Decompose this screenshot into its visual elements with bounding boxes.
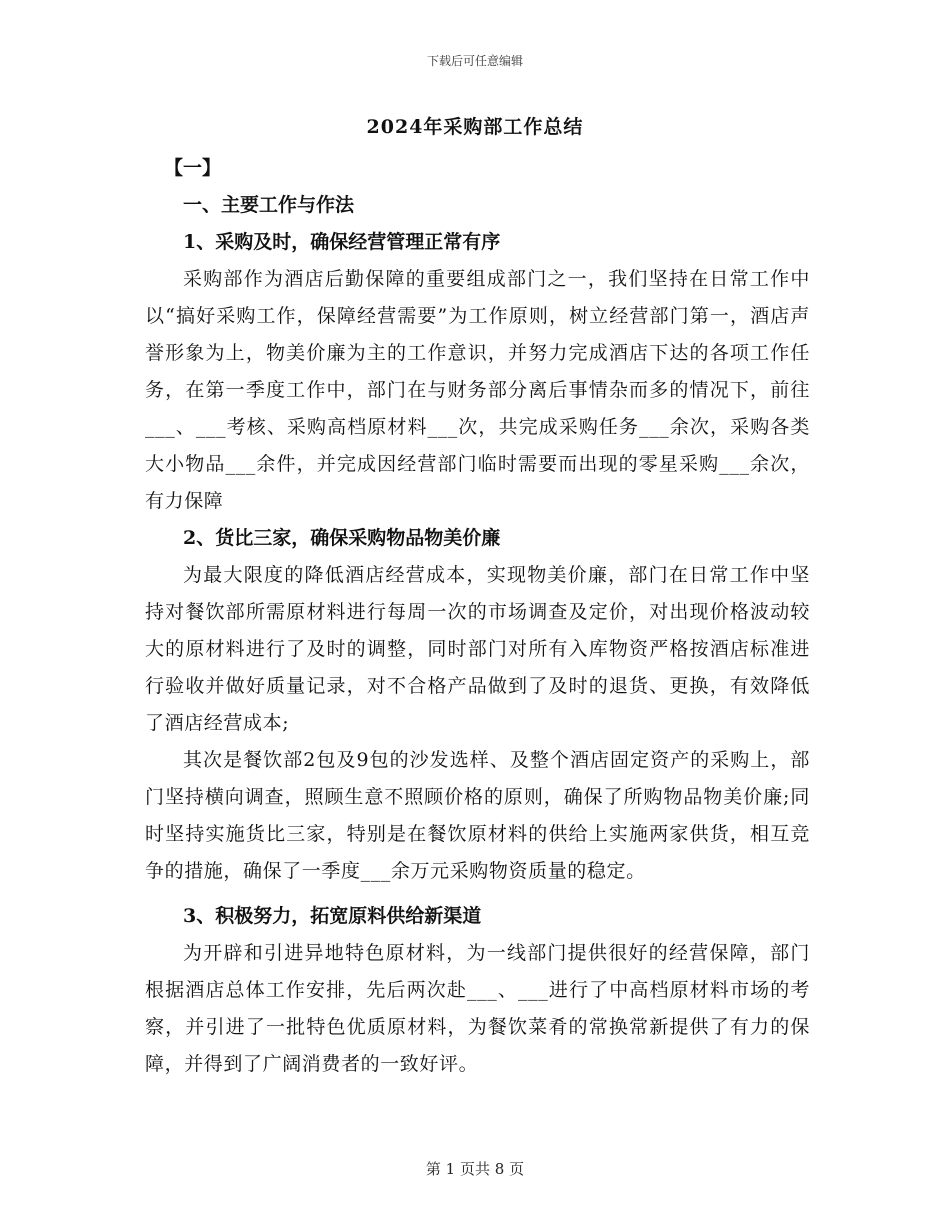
heading-main-work: 一、主要工作与作法	[183, 194, 355, 216]
paragraph-fixed-assets: 其次是餐饮部2包及9包的沙发选样、及整个酒店固定资产的采购上，部门坚持横向调查，照顾生意不照顾价格的原则，确保了所购物品物美价廉;同时坚持实施货比三家，特别是在餐饮原材料的供给上实施两家供货，相互竞争的措施，确保了一季度___余万元采购物资质量的稳定。	[145, 749, 810, 882]
document-body	[145, 150, 810, 1083]
paragraph-new-channels: 为开辟和引进异地特色原材料，为一线部门提供很好的经营保障，部门根据酒店总体工作安排，先后两次赴___、___进行了中高档原材料市场的考察，并引进了一批特色优质原材料，为餐饮菜肴的常换常新提供了有力的保障，并得到了广阔消费者的一致好评。	[145, 942, 810, 1075]
paragraph-timely-purchasing: 采购部作为酒店后勤保障的重要组成部门之一，我们坚持在日常工作中以“搞好采购工作，保障经营需要”为工作原则，树立经营部门第一，酒店声誉形象为上，物美价廉为主的工作意识，并努力完成酒店下达的各项工作任务，在第一季度工作中，部门在与财务部分离后事情杂而多的情况下，前往___、___考核、采购高档原材料___次，共完成采购任务___余次，采购各类大小物品___余件，并完成因经营部门临时需要而出现的零星采购___余次，有力保障	[145, 268, 810, 512]
paragraph-cost-reduction: 为最大限度的降低酒店经营成本，实现物美价廉，部门在日常工作中坚持对餐饮部所需原材料进行每周一次的市场调查及定价，对出现价格波动较大的原材料进行了及时的调整，同时部门对所有入库物资严格按酒店标准进行验收并做好质量记录，对不合格产品做到了及时的退货、更换，有效降低了酒店经营成本;	[145, 564, 810, 734]
page-number: 第 1 页共 8 页	[425, 1160, 525, 1178]
header-note: 下载后可任意编辑	[426, 54, 523, 68]
heading-new-channels: 3、积极努力，拓宽原料供给新渠道	[183, 905, 482, 927]
section-mark: 【一】	[164, 157, 222, 179]
spacer	[145, 890, 810, 898]
document-title: 2024年采购部工作总结	[366, 116, 584, 138]
heading-compare-suppliers: 2、货比三家，确保采购物品物美价廉	[183, 527, 501, 549]
heading-timely-purchasing: 1、采购及时，确保经营管理正常有序	[183, 231, 501, 253]
